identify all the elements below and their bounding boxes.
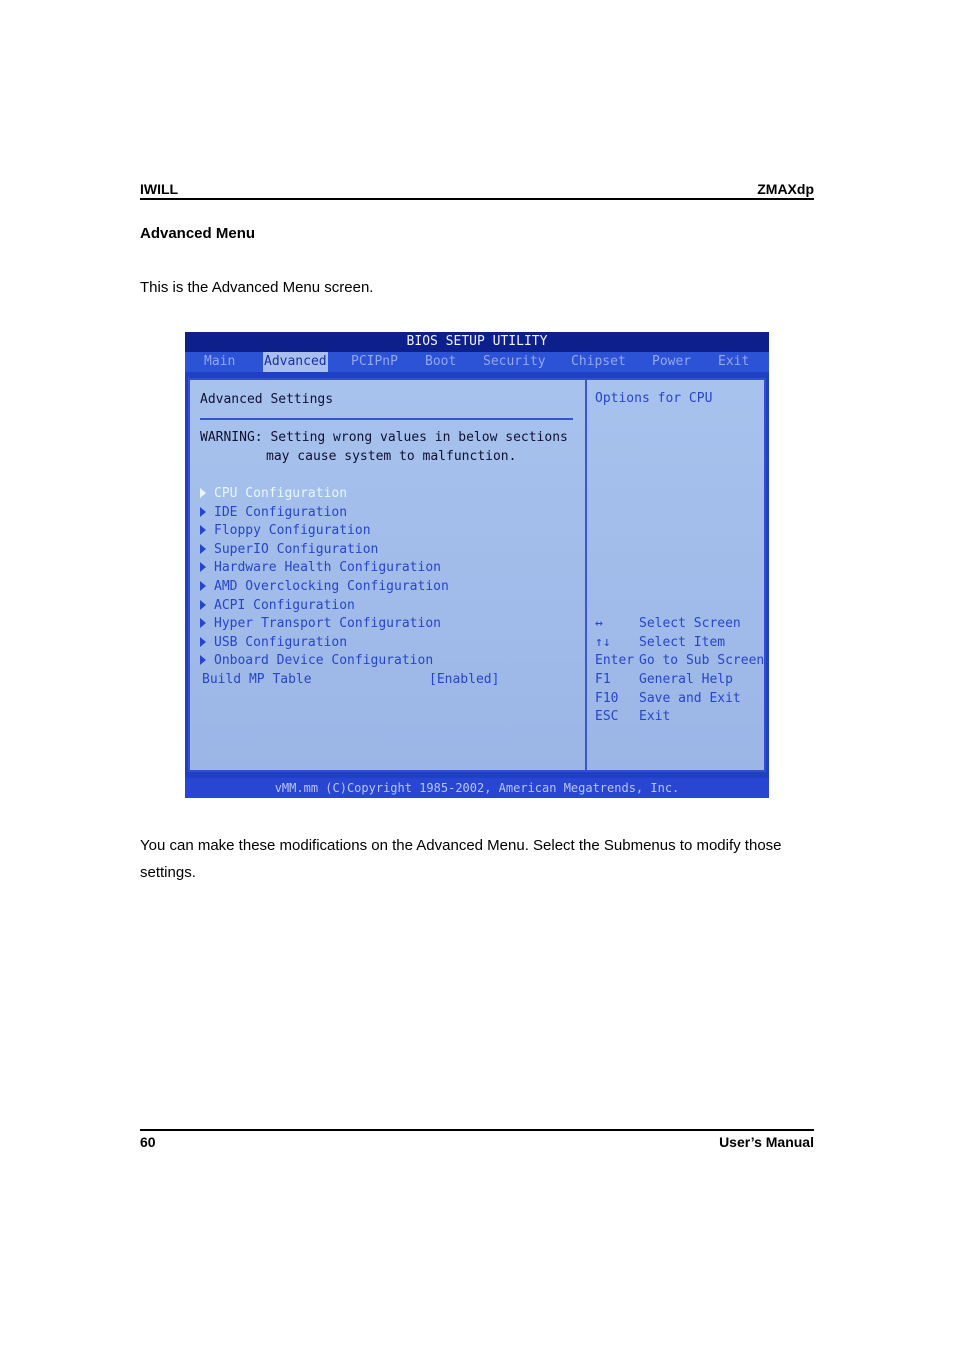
panel-divider <box>585 380 587 770</box>
key-desc-general-help: General Help <box>639 672 733 687</box>
submenu-arrow-icon <box>200 562 206 572</box>
submenu-arrow-icon <box>200 600 206 610</box>
menu-item-onboard-device[interactable] <box>200 653 433 668</box>
bios-copyright: vMM.mm (C)Copyright 1985-2002, American Megatrends, Inc. <box>185 778 769 798</box>
menu-item-hyper-transport[interactable] <box>200 616 441 631</box>
menu-item-label: Hardware Health Configuration <box>214 560 441 575</box>
key-desc-sub-screen: Go to Sub Screen <box>639 653 765 668</box>
submenu-arrow-icon <box>200 655 206 665</box>
menu-item-ide[interactable] <box>200 505 347 520</box>
tab-main[interactable]: Main <box>204 354 236 369</box>
help-text: Options for CPU <box>595 391 713 406</box>
setting-build-mp-table[interactable]: Build MP Table <box>202 672 312 687</box>
tab-pcipnp[interactable]: PCIPnP <box>351 354 398 369</box>
menu-item-label: IDE Configuration <box>214 505 348 520</box>
submenu-arrow-icon <box>200 544 206 554</box>
menu-item-usb[interactable] <box>200 635 347 650</box>
menu-item-acpi[interactable] <box>200 598 355 613</box>
menu-item-superio[interactable] <box>200 542 378 557</box>
tab-power[interactable]: Power <box>652 354 692 369</box>
bios-screenshot <box>185 332 769 798</box>
title-rule <box>200 418 573 420</box>
menu-item-label: CPU Configuration <box>214 486 348 501</box>
key-desc-save-exit: Save and Exit <box>639 691 741 706</box>
menu-item-label: USB Configuration <box>214 635 348 650</box>
bios-menubar <box>185 352 769 372</box>
key-arrows-lr: ↔ <box>595 616 603 631</box>
submenu-arrow-icon <box>200 637 206 647</box>
key-f1: F1 <box>595 672 611 687</box>
submenu-arrow-icon <box>200 525 206 535</box>
page-number: 60 <box>140 1134 156 1150</box>
key-esc: ESC <box>595 709 619 724</box>
submenu-arrow-icon <box>200 488 206 498</box>
menu-item-label: Floppy Configuration <box>214 523 371 538</box>
page-footer <box>140 1129 814 1151</box>
key-enter: Enter <box>595 653 635 668</box>
bios-title: BIOS SETUP UTILITY <box>185 332 769 352</box>
warning-line-2: may cause system to malfunction. <box>266 449 517 464</box>
tab-boot[interactable]: Boot <box>425 354 457 369</box>
key-desc-select-screen: Select Screen <box>639 616 741 631</box>
tab-security[interactable]: Security <box>483 354 546 369</box>
bios-panel <box>188 378 766 772</box>
intro-text: This is the Advanced Menu screen. <box>140 279 374 296</box>
key-desc-exit: Exit <box>639 709 671 724</box>
outro-text: You can make these modifications on the Advanced Menu. Select the Submenus to modify those settings. <box>140 837 782 881</box>
submenu-arrow-icon <box>200 507 206 517</box>
header-brand: IWILL <box>140 181 179 197</box>
menu-item-label: Onboard Device Configuration <box>214 653 434 668</box>
tab-advanced[interactable]: Advanced <box>263 352 328 372</box>
page-header <box>140 181 814 200</box>
panel-title: Advanced Settings <box>200 392 334 407</box>
header-model: ZMAXdp <box>757 181 814 197</box>
menu-item-floppy[interactable] <box>200 523 371 538</box>
submenu-arrow-icon <box>200 618 206 628</box>
key-desc-select-item: Select Item <box>639 635 726 650</box>
menu-item-label: AMD Overclocking Configuration <box>214 579 449 594</box>
submenu-arrow-icon <box>200 581 206 591</box>
tab-chipset[interactable]: Chipset <box>571 354 626 369</box>
menu-item-label: ACPI Configuration <box>214 598 355 613</box>
key-f10: F10 <box>595 691 619 706</box>
menu-item-label: SuperIO Configuration <box>214 542 379 557</box>
key-arrows-ud: ↑↓ <box>595 635 611 650</box>
setting-build-mp-table-value[interactable]: [Enabled] <box>429 672 500 687</box>
menu-item-hardware-health[interactable] <box>200 560 441 575</box>
tab-exit[interactable]: Exit <box>718 354 750 369</box>
menu-item-cpu[interactable] <box>200 486 347 501</box>
section-title: Advanced Menu <box>140 225 256 242</box>
menu-item-label: Hyper Transport Configuration <box>214 616 441 631</box>
menu-item-amd-overclocking[interactable] <box>200 579 449 594</box>
warning-line-1: WARNING: Setting wrong values in below sections <box>200 430 568 445</box>
footer-manual-title: User’s Manual <box>719 1134 814 1150</box>
